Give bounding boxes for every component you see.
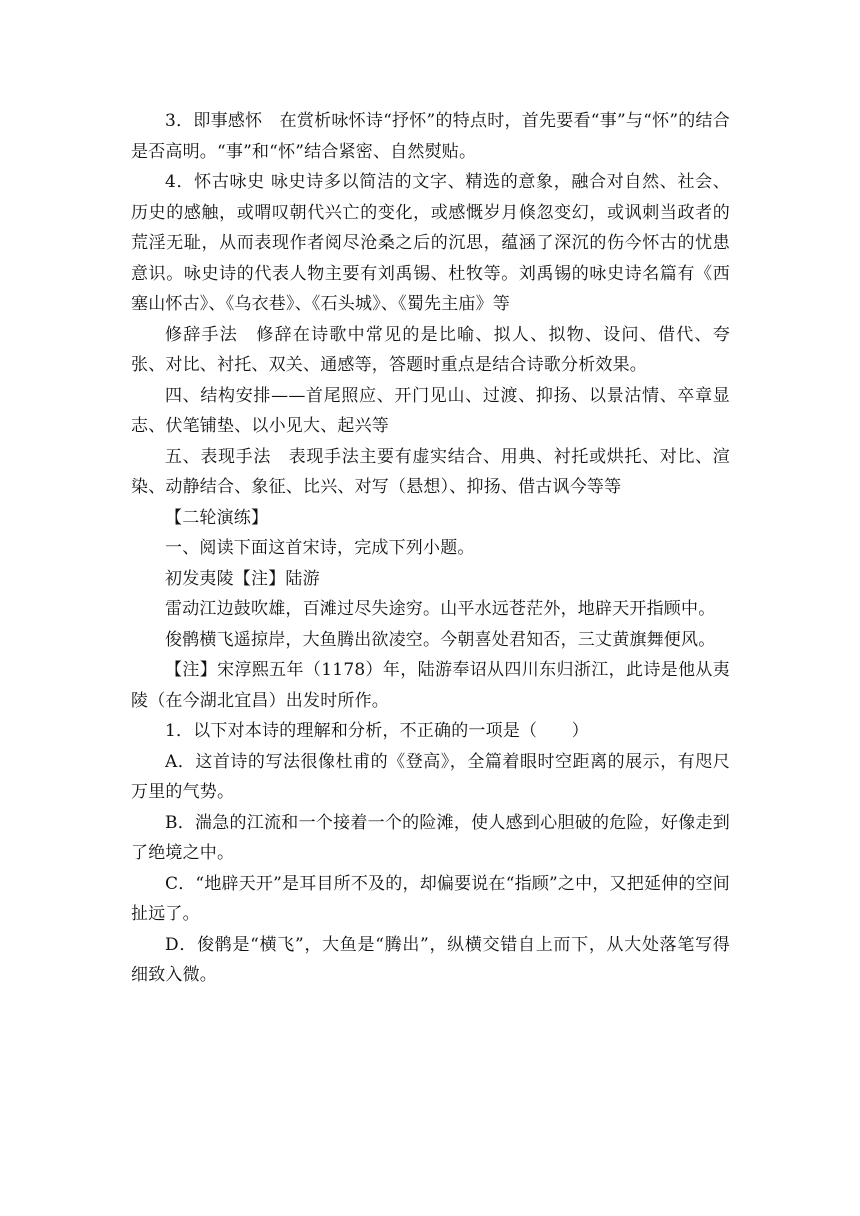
paragraph-jishi-ganhuai: 3．即事感怀 在赏析咏怀诗“抒怀”的特点时，首先要看“事”与“怀”的结合是否高明。“事”和“怀”结合紧密、自然熨贴。 [131, 111, 730, 162]
paragraph-huaigu-yongshi: 4．怀古咏史 咏史诗多以简洁的文字、精选的意象，融合对自然、社会、历史的感触，或喟叹朝代兴亡的变化，或感慨岁月倏忽变幻，或讽刺当政者的荒淫无耻，从而表现作者阅尽沧桑之后的沉思，蕴涵了深沉的伤今怀古的忧患意识。咏史诗的代表人物主要有刘禹锡、杜牧等。刘禹锡的咏史诗名篇有《西塞山怀古》、《乌衣巷》、《石头城》、《蜀先主庙》等 [131, 172, 730, 314]
question-instruction: 一、阅读下面这首宋诗，完成下列小题。 [165, 538, 475, 558]
option-a: A．这首诗的写法很像杜甫的《登高》，全篇着眼时空距离的展示，有咫尺万里的气势。 [131, 751, 730, 802]
poem-line-1: 雷动江边鼓吹雄，百滩过尽失途穷。山平水远苍茫外，地辟天开指顾中。 [165, 599, 716, 619]
option-c: C．“地辟天开”是耳目所不及的，却偏要说在“指顾”之中，又把延伸的空间扯远了。 [131, 873, 730, 924]
document-page [131, 106, 730, 991]
poem-note: 【注】宋淳熙五年（1178）年，陆游奉诏从四川东归浙江，此诗是他从夷陵（在今湖北宜昌）出发时所作。 [131, 660, 730, 711]
paragraph-xiuci-shoufa: 修辞手法 修辞在诗歌中常见的是比喻、拟人、拟物、设问、借代、夸张、对比、衬托、双关、通感等，答题时重点是结合诗歌分析效果。 [131, 324, 730, 375]
poem-line-2: 俊鹘横飞遥掠岸，大鱼腾出欲凌空。今朝喜处君知否，三丈黄旗舞便风。 [165, 629, 716, 650]
paragraph-biaoxian-shoufa: 五、表现手法 表现手法主要有虚实结合、用典、衬托或烘托、对比、渲染、动静结合、象征、比兴、对写（悬想）、抑扬、借古讽今等等 [131, 446, 730, 497]
question-1-stem: 1．以下对本诗的理解和分析，不正确的一项是（ ） [165, 721, 589, 741]
section-heading-practice: 【二轮演练】 [165, 507, 269, 528]
poem-title: 初发夷陵【注】陆游 [165, 568, 320, 589]
paragraph-jiegou-anpai: 四、结构安排——首尾照应、开门见山、过渡、抑扬、以景沽情、卒章显志、伏笔铺垫、以小见大、起兴等 [131, 385, 730, 436]
option-d: D．俊鹘是“横飞”，大鱼是“腾出”，纵横交错自上而下，从大处落笔写得细致入微。 [131, 934, 730, 985]
option-b: B．湍急的江流和一个接着一个的险滩，使人感到心胆破的危险，好像走到了绝境之中。 [131, 812, 730, 863]
